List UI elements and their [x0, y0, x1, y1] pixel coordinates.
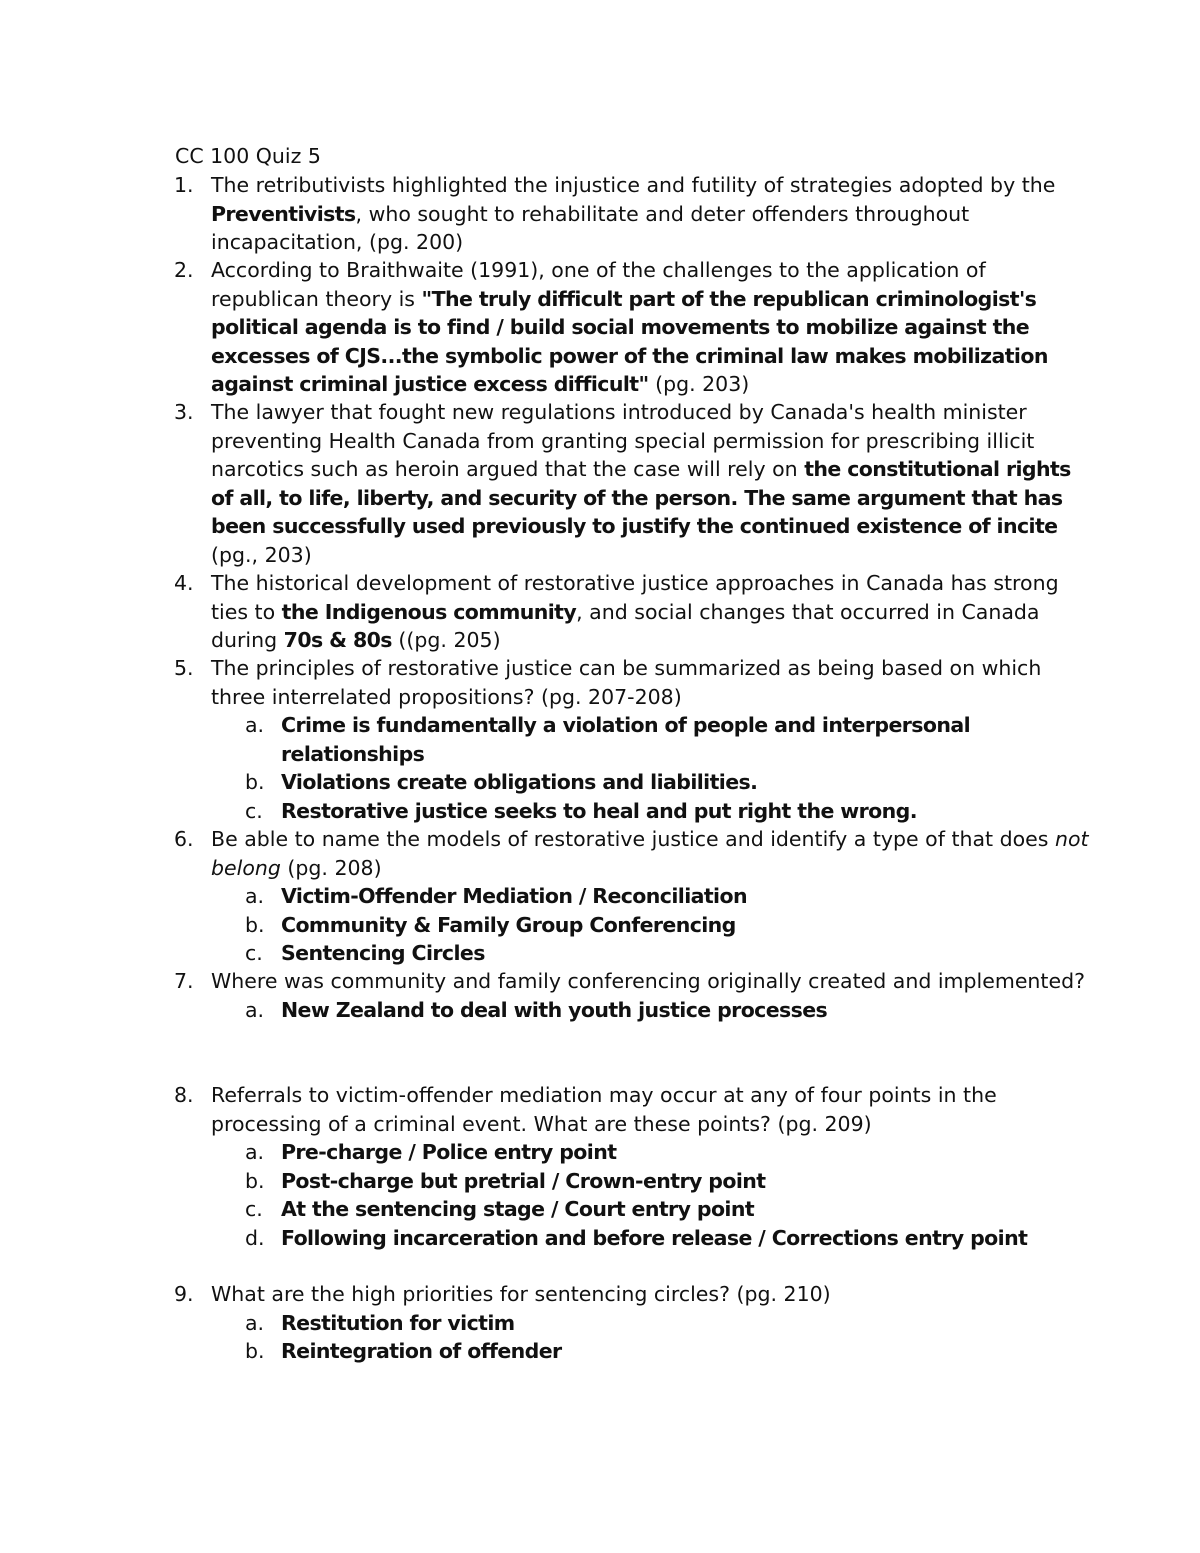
- answer-text: Post-charge but pretrial / Crown-entry point: [281, 1168, 766, 1193]
- answer-text: Pre-charge / Police entry point: [281, 1140, 617, 1164]
- answer-item: [211, 1195, 1091, 1224]
- question-text: The lawyer that fought new regulations introduced by Canada's health minister preventing Health Canada from granting special permission for prescribing illicit narcotics such as heroin argued that the case will rely on: [211, 400, 1035, 481]
- answer-item: [211, 939, 1091, 968]
- answer-text: Violations create obligations and liabilities.: [281, 770, 758, 794]
- answer-text: Reintegration of offender: [281, 1339, 562, 1363]
- document-title: CC 100 Quiz 5: [175, 144, 321, 168]
- question-number: 6.: [174, 827, 194, 851]
- answer-item: [211, 882, 1091, 911]
- answer-item: [211, 996, 1091, 1025]
- answer-text: 70s & 80s: [283, 628, 392, 652]
- question-3: [174, 398, 1091, 569]
- question-text: Where was community and family conferencing originally created and implemented?: [211, 969, 1085, 993]
- answer-text: Community & Family Group Conferencing: [281, 912, 736, 937]
- answer-letter: a.: [245, 997, 265, 1022]
- answer-letter: c.: [245, 798, 263, 823]
- question-text: (pg. 203): [648, 372, 750, 396]
- question-8: [174, 1081, 1091, 1252]
- question-text: The retributivists highlighted the injustice and futility of strategies adopted by the: [211, 173, 1056, 197]
- question-number: 8.: [174, 1083, 194, 1107]
- answer-item: [211, 711, 1091, 768]
- answer-item: [211, 911, 1091, 940]
- answer-text: At the sentencing stage / Court entry point: [281, 1197, 755, 1221]
- answer-item: [211, 1224, 1091, 1253]
- question-number: 5.: [174, 656, 194, 680]
- question-text: , who sought to rehabilitate and deter offenders throughout incapacitation, (pg. 200): [211, 201, 970, 254]
- answer-text: Sentencing Circles: [281, 941, 485, 965]
- question-number: 4.: [174, 571, 194, 595]
- answer-item: [211, 1309, 1091, 1338]
- answer-text: Crime is fundamentally a violation of people and interpersonal relationships: [281, 713, 970, 766]
- answer-item: [211, 768, 1091, 797]
- answer-text: New Zealand to deal with youth justice processes: [281, 997, 828, 1022]
- question-text: (pg. 208): [280, 855, 382, 880]
- answer-letter: b.: [245, 770, 265, 794]
- question-2: [174, 256, 1091, 399]
- question-6: [174, 825, 1091, 968]
- answer-item: [211, 797, 1091, 826]
- question-number: 2.: [174, 258, 194, 282]
- answer-letter: a.: [245, 1140, 265, 1164]
- question-text: (pg., 203): [211, 542, 312, 567]
- answer-letter: a.: [245, 1310, 265, 1335]
- question-number: 7.: [174, 969, 194, 993]
- answer-text: the constitutional rights of all, to life, liberty, and security of the person. The same argument that has been successfully used previously to justify the continued existence of incite: [211, 457, 1071, 538]
- emphasis-text: not belong: [211, 827, 1089, 880]
- question-4: [174, 569, 1091, 655]
- answer-item: [211, 1337, 1091, 1366]
- question-text: ((pg. 205): [391, 628, 501, 652]
- question-number: 9.: [174, 1282, 194, 1306]
- question-text: The principles of restorative justice can be summarized as being based on which three interrelated propositions? (pg. 207-208): [211, 656, 1042, 709]
- answer-letter: c.: [245, 941, 263, 965]
- answer-letter: a.: [245, 713, 265, 737]
- question-1: [174, 171, 1091, 257]
- question-9: [174, 1280, 1091, 1366]
- answer-text: the Indigenous community: [281, 599, 577, 624]
- question-5: [174, 654, 1091, 825]
- question-number: 1.: [174, 173, 194, 197]
- answer-letter: b.: [245, 1168, 265, 1193]
- answer-letter: b.: [245, 912, 265, 937]
- answer-letter: a.: [245, 884, 265, 908]
- question-text: , and social changes that occurred in Canada during: [211, 599, 1040, 652]
- answer-text: Following incarceration and before release / Corrections entry point: [281, 1225, 1028, 1250]
- question-number: 3.: [174, 400, 194, 424]
- answer-text: Restitution for victim: [281, 1310, 515, 1335]
- answer-letter: d.: [245, 1225, 265, 1250]
- question-text: The historical development of restorative justice approaches in Canada has strong ties to: [211, 571, 1059, 624]
- question-text: Referrals to victim-offender mediation may occur at any of four points in the processing of a criminal event. What are these points? (pg. 209): [211, 1083, 997, 1136]
- answer-text: Preventivists: [211, 201, 356, 226]
- answer-letter: c.: [245, 1197, 263, 1221]
- question-text: According to Braithwaite (1991), one of the challenges to the application of republican theory is: [211, 258, 986, 311]
- answer-item: [211, 1138, 1091, 1167]
- answer-text: Victim-Offender Mediation / Reconciliation: [281, 884, 747, 908]
- question-text: Be able to name the models of restorative justice and identify a type of that does: [211, 827, 1049, 851]
- question-text: What are the high priorities for sentencing circles? (pg. 210): [211, 1282, 831, 1306]
- answer-text: "The truly difficult part of the republican criminologist's political agenda is to find / build social movements to mobilize against the excesses of CJS...the symbolic power of the criminal law makes mobilization against criminal justice excess difficult": [211, 286, 1048, 396]
- answer-letter: b.: [245, 1339, 265, 1363]
- question-7: [174, 967, 1091, 1024]
- answer-item: [211, 1167, 1091, 1196]
- answer-text: Restorative justice seeks to heal and put right the wrong.: [281, 798, 917, 823]
